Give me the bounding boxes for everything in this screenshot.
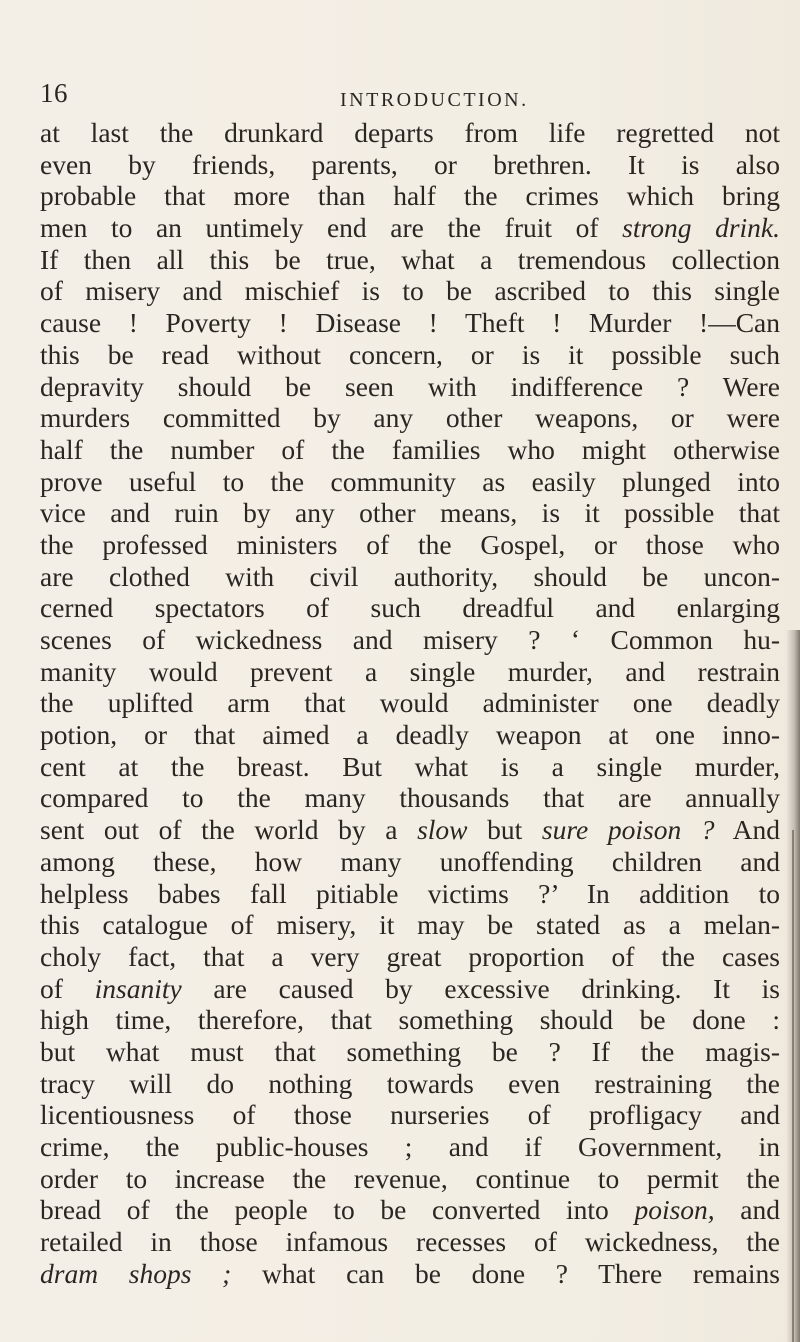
text-segment: of misery and mischief is to be ascribed to this single xyxy=(40,275,780,307)
text-segment: at last the drunkard departs from life regretted not xyxy=(40,117,780,148)
text-line xyxy=(40,656,780,688)
text-line xyxy=(40,751,780,783)
text-segment: half the number of the families who might otherwise xyxy=(40,433,780,465)
text-segment: this catalogue of misery, it may be stated as a melan- xyxy=(40,909,780,941)
text-segment: choly fact, that a very great proportion of the cases xyxy=(40,940,780,972)
text-segment: what can be done ? There remains xyxy=(231,1257,780,1289)
text-segment: are caused by excessive drinking. It is xyxy=(181,972,780,1004)
italic-text-segment: insanity xyxy=(94,972,182,1004)
text-segment: high time, therefore, that something should be done : xyxy=(40,1004,780,1036)
text-line xyxy=(40,846,780,878)
page-edge-line xyxy=(792,830,794,1342)
text-segment: retailed in those infamous recesses of wickedness, the xyxy=(40,1226,780,1258)
text-line xyxy=(40,180,780,212)
text-line xyxy=(40,1099,780,1131)
text-line xyxy=(40,719,780,751)
text-line xyxy=(40,814,780,846)
text-line xyxy=(40,275,780,307)
text-line xyxy=(40,1163,780,1195)
text-line xyxy=(40,687,780,719)
text-segment: scenes of wickedness and misery ? ‘ Common hu- xyxy=(40,624,780,655)
text-line xyxy=(40,497,780,529)
text-line xyxy=(40,561,780,593)
text-line xyxy=(40,1068,780,1100)
text-line xyxy=(40,1036,780,1068)
text-segment: cerned spectators of such dreadful and enlarging xyxy=(40,592,780,624)
text-segment: tracy will do nothing towards even restraining the xyxy=(40,1067,780,1099)
text-segment: murders committed by any other weapons, or were xyxy=(40,402,780,434)
text-line xyxy=(40,878,780,910)
text-line xyxy=(40,941,780,973)
text-line xyxy=(40,909,780,941)
text-segment: And xyxy=(714,814,781,846)
text-line xyxy=(40,529,780,561)
italic-text-segment: slow xyxy=(417,814,468,846)
running-head: INTRODUCTION. xyxy=(340,89,529,111)
text-segment: licentiousness of those nurseries of profligacy and xyxy=(40,1099,780,1131)
text-segment: and xyxy=(714,1194,780,1226)
text-segment: vice and ruin by any other means, is it possible that xyxy=(40,497,780,529)
body-text xyxy=(40,117,780,1289)
text-segment: depravity should be seen with indifference ? Were xyxy=(40,370,780,402)
text-line xyxy=(40,339,780,371)
text-segment: If then all this be true, what a tremendous collection xyxy=(40,243,780,275)
text-segment: manity would prevent a single murder, and restrain xyxy=(40,655,780,687)
italic-text-segment: dram shops ; xyxy=(40,1257,232,1289)
text-segment: the uplifted arm that would administer one deadly xyxy=(40,687,780,719)
text-line xyxy=(40,1131,780,1163)
page-number: 16 xyxy=(40,78,68,108)
text-segment: even by friends, parents, or brethren. It is also xyxy=(40,148,780,180)
page-header xyxy=(40,78,780,118)
text-line xyxy=(40,149,780,181)
text-segment: probable that more than half the crimes which bring xyxy=(40,180,780,212)
text-segment: are clothed with civil authority, should be uncon- xyxy=(40,560,780,592)
text-line xyxy=(40,1258,780,1290)
text-segment: potion, or that aimed a deadly weapon at one inno- xyxy=(40,719,780,751)
text-segment: cent at the breast. But what is a single murder, xyxy=(40,750,780,782)
text-segment: compared to the many thousands that are annually xyxy=(40,782,780,814)
text-segment: among these, how many unoffending children and xyxy=(40,845,780,877)
text-line xyxy=(40,1194,780,1226)
text-line xyxy=(40,117,780,149)
text-line xyxy=(40,244,780,276)
text-line xyxy=(40,624,780,656)
italic-text-segment: strong drink. xyxy=(622,212,780,244)
text-line xyxy=(40,307,780,339)
text-segment: men to an untimely end are the fruit of xyxy=(40,212,623,244)
text-segment: order to increase the revenue, continue to permit the xyxy=(40,1162,780,1194)
text-line xyxy=(40,973,780,1005)
italic-text-segment: sure poison ? xyxy=(541,814,715,846)
text-line xyxy=(40,1226,780,1258)
text-segment: crime, the public-houses ; and if Government, in xyxy=(40,1131,780,1162)
text-segment: prove useful to the community as easily plunged into xyxy=(40,465,780,497)
text-line xyxy=(40,466,780,498)
text-segment: cause ! Poverty ! Disease ! Theft ! Murder !—Can xyxy=(40,307,780,339)
text-line xyxy=(40,371,780,403)
text-segment: of xyxy=(40,972,95,1004)
text-segment: but what must that something be ? If the magis- xyxy=(40,1035,780,1067)
text-line xyxy=(40,592,780,624)
text-line xyxy=(40,1004,780,1036)
text-segment: the professed ministers of the Gospel, or those who xyxy=(40,528,780,560)
text-line xyxy=(40,402,780,434)
text-line xyxy=(40,782,780,814)
text-line xyxy=(40,212,780,244)
italic-text-segment: poison, xyxy=(634,1194,715,1226)
text-segment: helpless babes fall pitiable victims ?’ In addition to xyxy=(40,877,780,909)
text-line xyxy=(40,434,780,466)
text-segment: sent out of the world by a xyxy=(40,814,418,846)
text-segment: bread of the people to be converted into xyxy=(40,1194,635,1226)
text-segment: but xyxy=(467,814,542,846)
text-segment: this be read without concern, or is it possible such xyxy=(40,338,780,370)
